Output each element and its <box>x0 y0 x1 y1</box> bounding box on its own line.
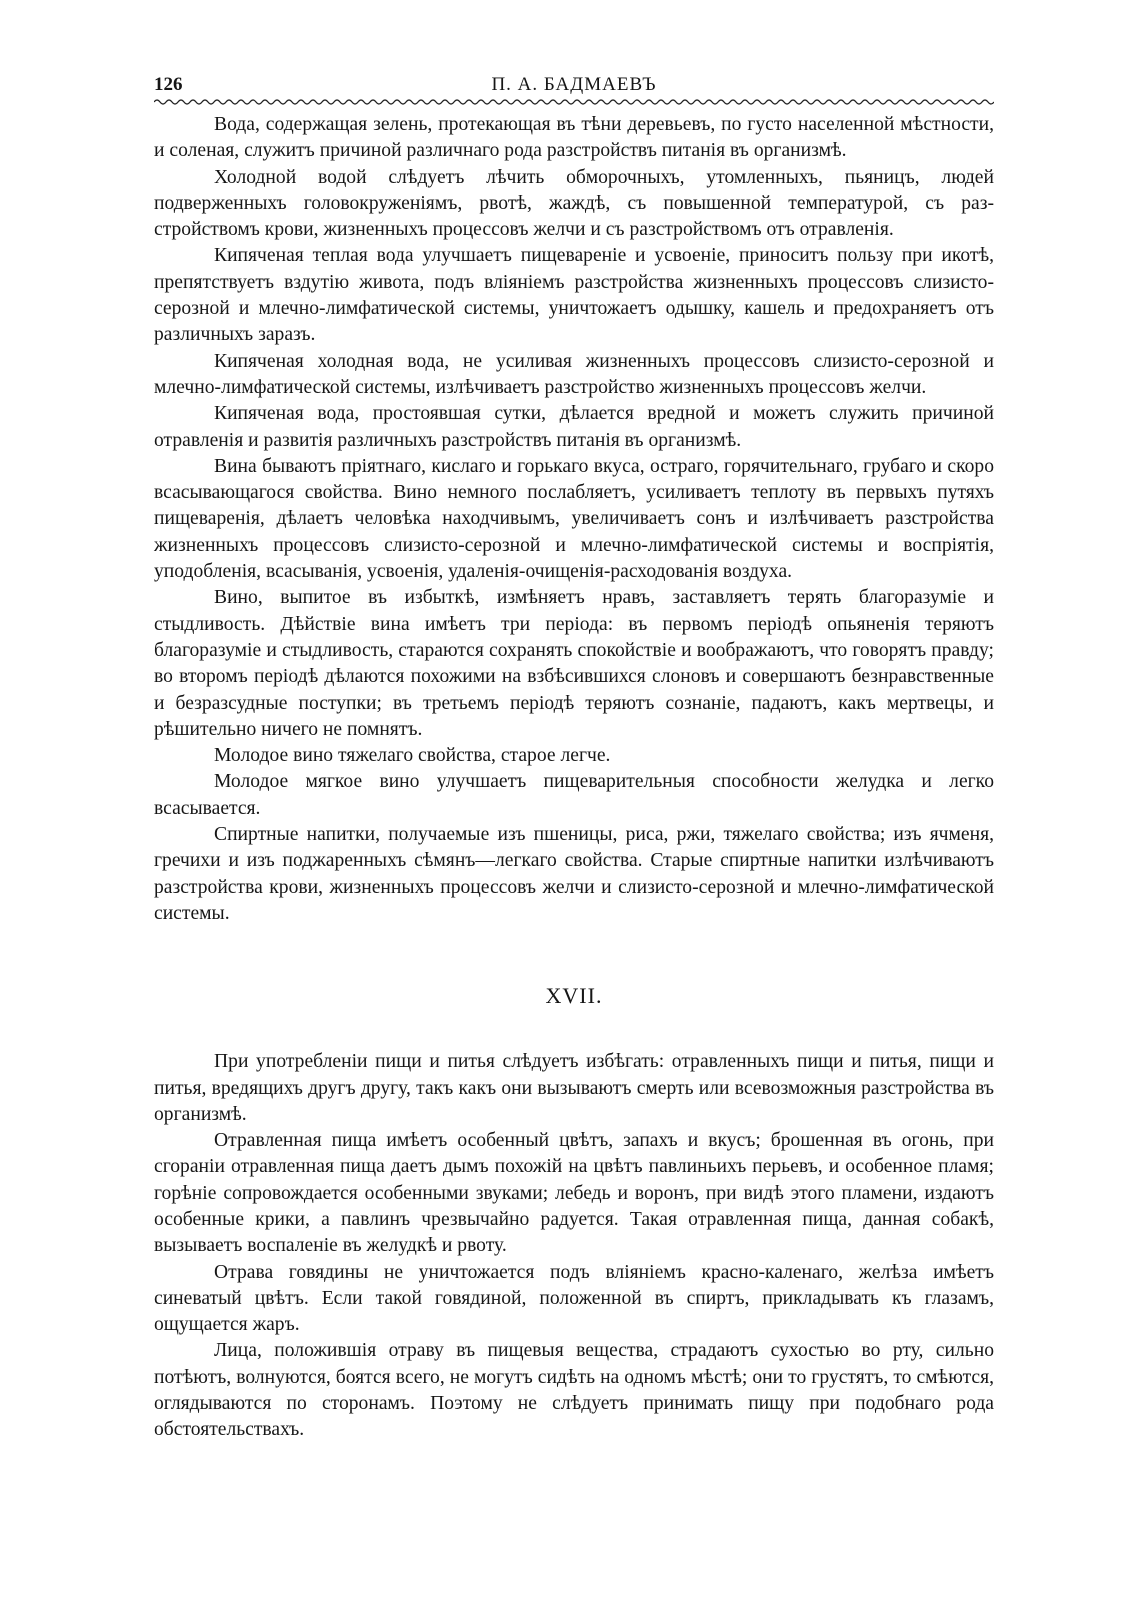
main-text <box>154 112 994 927</box>
paragraph: Вино, выпитое въ избыткѣ, измѣняетъ нравъ, заставляетъ терять благоразуміе и стыдливость. Дѣйствіе вина имѣетъ три періода: въ первомъ періодѣ опьяненія теряютъ благоразуміе и стыдливость, стараются сохранять спокойствіе и воображаютъ, что говорятъ правду; во второмъ періодѣ дѣлаются похожими на взбѣсившихся слоновъ и совершаютъ безнравственные и безразсудные поступки; въ третьемъ періодѣ теряютъ сознаніе, падаютъ, какъ мертвецы, и рѣшительно ничего не помнятъ. <box>154 587 994 740</box>
section-text <box>154 1049 994 1443</box>
page-number: 126 <box>154 74 183 95</box>
paragraph: Кипяченая холодная вода, не усиливая жизненныхъ процессовъ слизисто-серозной и млечно-лимфатической системы, излѣчиваетъ разстройство жизненныхъ процессовъ желчи. <box>154 350 994 398</box>
paragraph: Отравленная пища имѣетъ особенный цвѣтъ, запахъ и вкусъ; брошенная въ огонь, при сгораніи отравленная пища даетъ дымъ похожій на цвѣтъ павлиньихъ перьевъ, и особенное пламя; горѣніе сопровождается особенными звуками; лебедь и воронъ, при видѣ этого пламени, издаютъ особенные крики, а павлинъ чрезвычайно радуется. Такая отравленная пища, данная собакѣ, вызываетъ воспаленіе въ желудкѣ и рвоту. <box>154 1130 994 1257</box>
paragraph: Отрава говядины не уничтожается подъ вліяніемъ красно-каленаго, желѣза имѣетъ синеватый цвѣтъ. Если такой говядиной, положенной въ спиртъ, прикладывать къ глазамъ, ощущается жаръ. <box>154 1261 994 1336</box>
paragraph: Вода, содержащая зелень, протекающая въ тѣни деревьевъ, по густо населенной мѣстности, и соленая, служитъ причиной различнаго рода разстройствъ питанія въ организмѣ. <box>154 114 994 162</box>
paragraph: Молодое мягкое вино улучшаетъ пищеварительныя способности желудка и легко всасывается. <box>154 771 994 819</box>
section-heading: XVII. <box>545 983 603 1009</box>
paragraph: Кипяченая теплая вода улучшаетъ пищевареніе и усвоеніе, приноситъ пользу при икотѣ, препятствуетъ вздутію живота, подъ вліяніемъ разстройства жизненныхъ процессовъ слизисто-серозной и млечно-лимфатической системы, уничтожаетъ одышку, кашель и предохраняетъ отъ различныхъ заразъ. <box>154 245 994 346</box>
paragraph: Вина бываютъ пріятнаго, кислаго и горькаго вкуса, остраго, горячительнаго, грубаго и скоро всасывающагося свойства. Вино немного послабляетъ, усиливаетъ теплоту въ первыхъ путяхъ пищеваренія, дѣлаетъ человѣка находчивымъ, увеличиваетъ сонъ и излѣчиваетъ разстройства жизненныхъ процессовъ слизисто-серозной и млечно-лимфатической системы и воспріятія, уподобленія, всасыванія, усвоенія, удаленія-очищенія-расходованія воздуха. <box>154 455 994 583</box>
page-header <box>154 74 994 96</box>
paragraph: Лица, положившія отраву въ пищевыя вещества, страдаютъ сухостью во рту, сильно потѣютъ, волнуются, боятся всего, не могутъ сидѣть на одномъ мѣстѣ; они то грустятъ, то смѣются, оглядываются по сторонамъ. Поэтому не слѣдуетъ принимать пищу при подобнаго рода обстоятельствахъ. <box>154 1340 994 1441</box>
paragraph: Спиртные напитки, получаемые изъ пшеницы, риса, ржи, тяжелаго свойства; изъ ячменя, гречихи и изъ поджаренныхъ сѣмянъ—легкаго свойства. Старые спиртные напитки излѣчиваютъ разстройства крови, жизненныхъ процессовъ желчи и слизисто-серозной и млечно-лимфатической системы. <box>154 824 994 924</box>
running-title: П. А. БАДМАЕВЪ <box>491 74 657 95</box>
book-page <box>154 74 994 1444</box>
header-wavy-rule <box>154 98 994 106</box>
paragraph: Молодое вино тяжелаго свойства, старое легче. <box>214 745 611 767</box>
paragraph: При употребленіи пищи и питья слѣдуетъ избѣгать: отравленныхъ пищи и питья, пищи и питья, вредящихъ другъ другу, такъ какъ они вызываютъ смерть или всевозможныя разстройства въ организмѣ. <box>154 1051 994 1125</box>
paragraph: Кипяченая вода, простоявшая сутки, дѣлается вредной и можетъ служить причиной отравленія и развитія различныхъ разстройствъ питанія въ организмѣ. <box>154 403 994 451</box>
paragraph: Холодной водой слѣдуетъ лѣчить обморочныхъ, утомленныхъ, пьяницъ, людей подверженныхъ головокруженіямъ, рвотѣ, жаждѣ, съ повышенной температурой, съ разстройствомъ крови, жизненныхъ процессовъ желчи и съ разстройствомъ отъ отравленія. <box>154 166 994 241</box>
